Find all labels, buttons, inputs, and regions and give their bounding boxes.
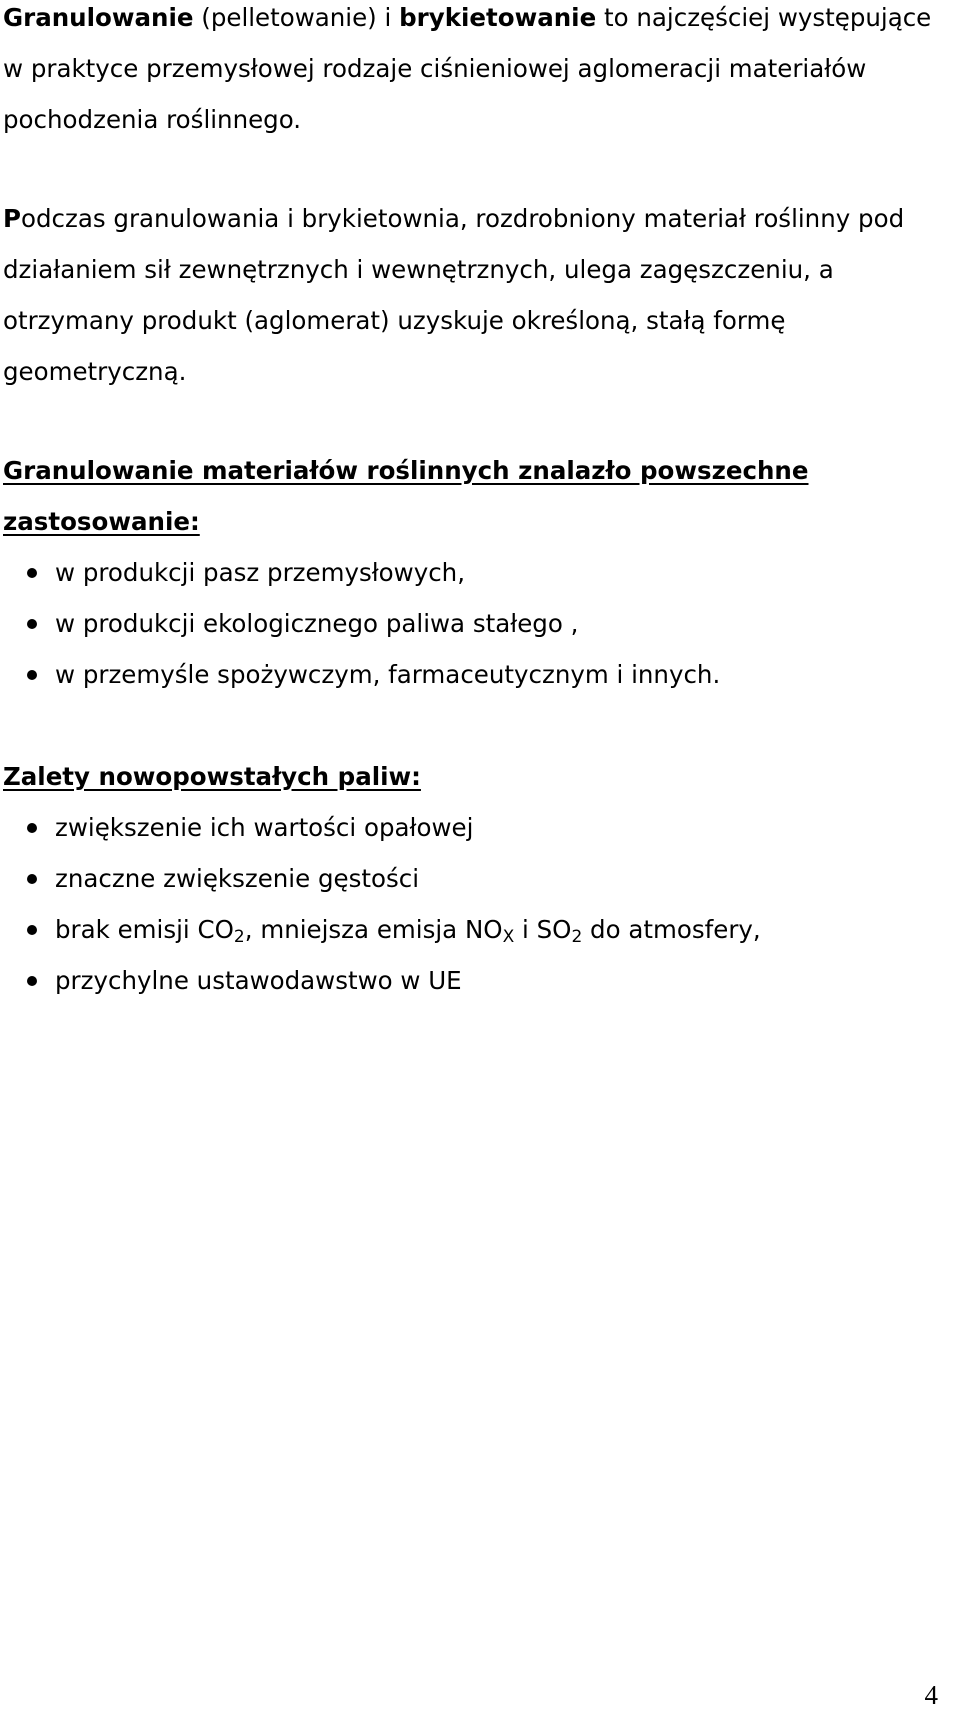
- term-granulowanie: Granulowanie: [3, 3, 194, 32]
- intro-line-2: w praktyce przemysłowej rodzaje ciśnieniowej aglomeracji materiałów: [3, 54, 867, 83]
- intro-line-3: pochodzenia roślinnego.: [3, 105, 302, 134]
- advantages-list: [0, 802, 761, 1006]
- list-item: przychylne ustawodawstwo w UE: [0, 955, 761, 1006]
- page-number: 4: [924, 1680, 938, 1710]
- process-initial: P: [3, 204, 21, 233]
- process-line-4: geometryczną.: [3, 357, 187, 386]
- list-item: znaczne zwiększenie gęstości: [0, 853, 761, 904]
- nox-subscript: X: [502, 927, 515, 947]
- intro-line-1: Granulowanie (pelletowanie) i brykietowanie to najczęściej występujące: [3, 3, 932, 32]
- bullet-icon: [27, 619, 37, 629]
- bullet-icon: [27, 823, 37, 833]
- process-line-1: Podczas granulowania i brykietownia, rozdrobniony materiał roślinny pod: [3, 204, 905, 233]
- list-item: w produkcji pasz przemysłowych,: [0, 547, 720, 598]
- bullet-icon: [27, 874, 37, 884]
- applications-list: [0, 547, 720, 700]
- bullet-icon: [27, 925, 37, 935]
- applications-heading-line-2: zastosowanie:: [3, 507, 200, 536]
- list-item: w przemyśle spożywczym, farmaceutycznym i innych.: [0, 649, 720, 700]
- bullet-icon: [27, 976, 37, 986]
- process-line-2: działaniem sił zewnętrznych i wewnętrznych, ulega zagęszczeniu, a: [3, 255, 834, 284]
- co2-subscript: 2: [233, 927, 245, 947]
- process-paragraph: [3, 193, 903, 397]
- applications-heading: [3, 445, 809, 547]
- applications-heading-line-1: Granulowanie materiałów roślinnych znalazło powszechne: [3, 456, 809, 485]
- process-line-3: otrzymany produkt (aglomerat) uzyskuje określoną, stałą formę: [3, 306, 786, 335]
- so2-subscript: 2: [571, 927, 583, 947]
- intro-paragraph: [3, 0, 932, 145]
- advantages-heading: Zalety nowopowstałych paliw:: [3, 762, 421, 791]
- list-item: zwiększenie ich wartości opałowej: [0, 802, 761, 853]
- bullet-icon: [27, 568, 37, 578]
- term-brykietowanie: brykietowanie: [399, 3, 597, 32]
- list-item-emissions: brak emisji $CO_2$, mniejsza emisja $NO_X$ i $SO_2$ do atmosfery,: [0, 904, 761, 955]
- list-item: w produkcji ekologicznego paliwa stałego ,: [0, 598, 720, 649]
- bullet-icon: [27, 670, 37, 680]
